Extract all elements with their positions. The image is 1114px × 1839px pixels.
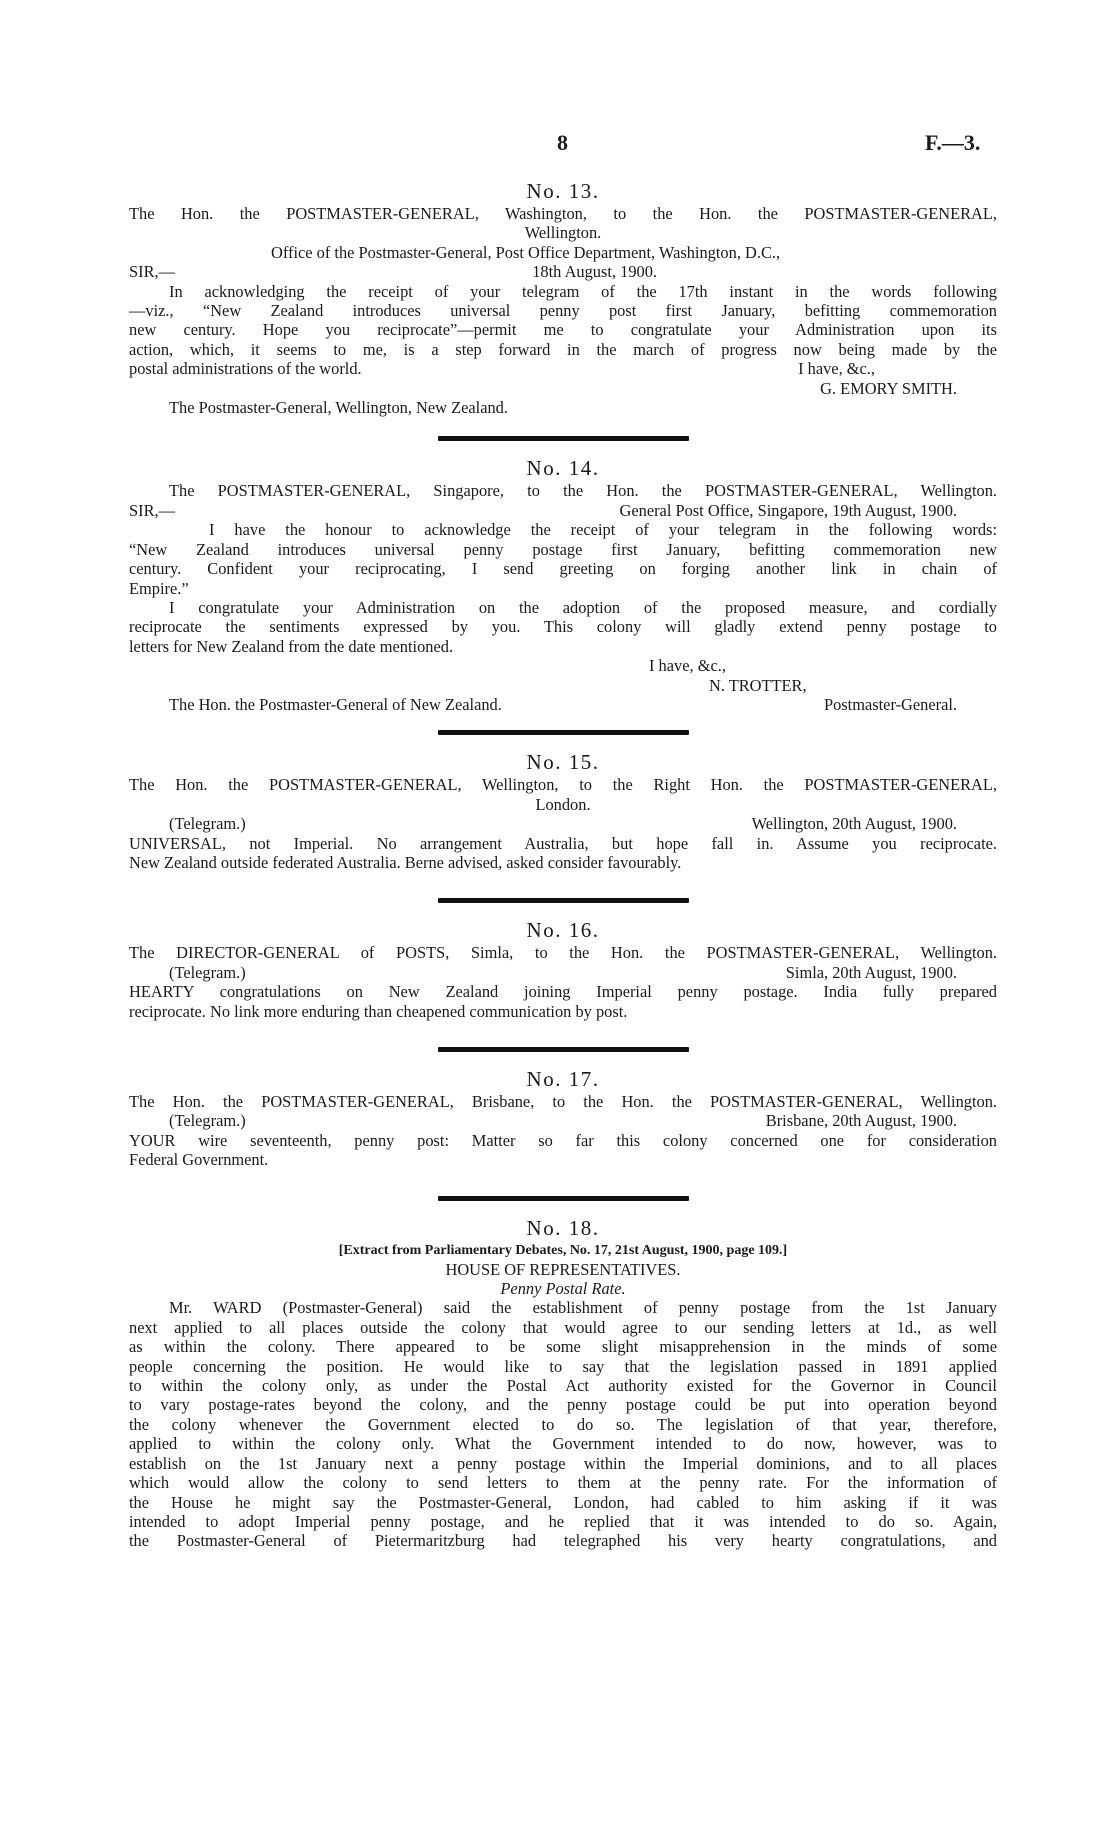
section-13-closing: I have, &c., bbox=[798, 359, 875, 379]
section-13-signature: G. EMORY SMITH. bbox=[820, 378, 957, 398]
section-15-telegram: (Telegram.) bbox=[169, 814, 246, 834]
section-14-sig-title: Postmaster-General. bbox=[823, 694, 957, 714]
section-16-route: The DIRECTOR-GENERAL of POSTS, Simla, to the Hon. the POSTMASTER-GENERAL, Wellington. bbox=[129, 943, 997, 963]
section-18-debate-line: people concerning the position. He would like to say that the legislation passed in 1891 applied bbox=[129, 1356, 997, 1376]
section-18-debate-line: to vary postage-rates beyond the colony, and the penny postage could be put into operation beyond bbox=[129, 1395, 997, 1415]
section-17-body-1: YOUR wire seventeenth, penny post: Matter so far this colony concerned one for consideration bbox=[129, 1130, 997, 1150]
section-13-date: 18th August, 1900. bbox=[532, 262, 657, 282]
section-16-telegram-row bbox=[129, 963, 997, 982]
section-17-route: The Hon. the POSTMASTER-GENERAL, Brisbane, to the Hon. the POSTMASTER-GENERAL, Wellington. bbox=[129, 1092, 997, 1111]
section-14-body-7: letters for New Zealand from the date mentioned. bbox=[129, 636, 454, 656]
section-18-debate-line: the House he might say the Postmaster-General, London, had cabled to him asking if it was bbox=[129, 1492, 997, 1512]
section-18-debate-line: the colony whenever the Government elected to do so. The legislation of that year, therefore, bbox=[129, 1414, 997, 1434]
section-14-body-2: “New Zealand introduces universal penny postage first January, befitting commemoration new bbox=[129, 539, 997, 559]
section-18-debate-line: applied to within the colony only. What the Government intended to do now, however, was to bbox=[129, 1434, 997, 1454]
section-18-debate bbox=[129, 1298, 997, 1550]
section-18-debate-line: next applied to all places outside the colony that would agree to our sending letters at 1d., as well bbox=[129, 1317, 997, 1337]
section-15-body-2: New Zealand outside federated Australia. Berne advised, asked consider favourably. bbox=[129, 852, 682, 872]
section-13-body-4: action, which, it seems to me, is a step forward in the march of progress now being made by the bbox=[129, 339, 997, 359]
section-14-addressee-row bbox=[129, 695, 997, 714]
section-14-signature: N. TROTTER, bbox=[709, 675, 807, 695]
section-14-number: No. 14. bbox=[526, 456, 600, 481]
section-13-addressee: The Postmaster-General, Wellington, New Zealand. bbox=[169, 398, 508, 418]
section-18-debate-line: which would allow the colony to send letters to them at the penny rate. For the information of bbox=[129, 1473, 997, 1493]
section-15-body-1: UNIVERSAL, not Imperial. No arrangement Australia, but hope fall in. Assume you reciprocate. bbox=[129, 833, 997, 853]
section-14-date: General Post Office, Singapore, 19th August, 1900. bbox=[619, 500, 957, 520]
section-18-house: HOUSE OF REPRESENTATIVES. bbox=[445, 1259, 681, 1279]
section-16-date: Simla, 20th August, 1900. bbox=[785, 962, 957, 982]
document-body bbox=[129, 130, 997, 1551]
section-18-debate-line: as within the colony. There appeared to be some slight misapprehension in the minds of some bbox=[129, 1337, 997, 1357]
section-17-number: No. 17. bbox=[526, 1067, 600, 1091]
section-13-body-5: postal administrations of the world. bbox=[129, 359, 362, 379]
section-16-body-2: reciprocate. No link more enduring than cheapened communication by post. bbox=[129, 1001, 628, 1021]
section-13-body-1: In acknowledging the receipt of your telegram of the 17th instant in the words following bbox=[169, 281, 997, 301]
section-13-route: The Hon. the POSTMASTER-GENERAL, Washington, to the Hon. the POSTMASTER-GENERAL, bbox=[129, 204, 997, 223]
section-15-number: No. 15. bbox=[526, 750, 600, 775]
section-17-telegram: (Telegram.) bbox=[169, 1111, 246, 1131]
section-18-number: No. 18. bbox=[526, 1215, 600, 1240]
document-reference: F.—3. bbox=[925, 130, 981, 155]
section-18-debate-line: the Postmaster-General of Pietermaritzburg had telegraphed his very hearty congratulations, and bbox=[129, 1531, 997, 1551]
section-14-body-3: century. Confident your reciprocating, I send greeting on forging another link in chain of bbox=[129, 559, 997, 579]
section-13-body-2: —viz., “New Zealand introduces universal penny post first January, befitting commemoration bbox=[129, 301, 997, 321]
section-14-body-6: reciprocate the sentiments expressed by you. This colony will gladly extend penny postage to bbox=[129, 617, 997, 637]
section-14-salutation: SIR,— bbox=[129, 500, 175, 520]
section-14-addressee: The Hon. the Postmaster-General of New Zealand. bbox=[169, 694, 502, 714]
section-13-salutation-row bbox=[129, 262, 997, 281]
section-13-number: No. 13. bbox=[526, 179, 600, 203]
page-number: 8 bbox=[557, 130, 568, 155]
section-14-body-4: Empire.” bbox=[129, 578, 189, 598]
section-15-route-cont: London. bbox=[535, 794, 591, 814]
section-14-route: The POSTMASTER-GENERAL, Singapore, to the Hon. the POSTMASTER-GENERAL, Wellington. bbox=[169, 481, 997, 501]
section-15-date: Wellington, 20th August, 1900. bbox=[751, 814, 957, 834]
section-13-route-cont: Wellington. bbox=[524, 223, 602, 243]
section-15-route: The Hon. the POSTMASTER-GENERAL, Wellington, to the Right Hon. the POSTMASTER-GENERAL, bbox=[129, 775, 997, 795]
section-14-closing: I have, &c., bbox=[649, 656, 726, 676]
section-18-debate-line: Mr. WARD (Postmaster-General) said the establishment of penny postage from the 1st January bbox=[169, 1298, 997, 1318]
section-17-telegram-row bbox=[129, 1111, 997, 1130]
section-13-office: Office of the Postmaster-General, Post Office Department, Washington, D.C., bbox=[271, 242, 781, 262]
section-15-telegram-row bbox=[129, 814, 997, 833]
section-14-salutation-row bbox=[129, 501, 997, 520]
section-13-closing-row bbox=[129, 359, 997, 378]
section-16-telegram: (Telegram.) bbox=[169, 962, 246, 982]
section-18-debate-line: intended to adopt Imperial penny postage, and he replied that it was intended to do so. Again, bbox=[129, 1511, 997, 1531]
section-18-debate-line: establish on the 1st January next a penny postage within the Imperial dominions, and to all places bbox=[129, 1453, 997, 1473]
section-13-salutation: SIR,— bbox=[129, 262, 175, 282]
section-18-subject: Penny Postal Rate. bbox=[500, 1279, 626, 1299]
section-18-debate-line: to within the colony only, as under the Postal Act authority existed for the Governor in Council bbox=[129, 1376, 997, 1396]
section-14-body-5: I congratulate your Administration on the adoption of the proposed measure, and cordially bbox=[169, 597, 997, 617]
section-17-body-2: Federal Government. bbox=[129, 1150, 269, 1170]
section-17-date: Brisbane, 20th August, 1900. bbox=[765, 1111, 957, 1131]
section-16-number: No. 16. bbox=[526, 918, 600, 943]
section-13-body-3: new century. Hope you reciprocate”—permit me to congratulate your Administration upon its bbox=[129, 320, 997, 340]
section-18-extract: [Extract from Parliamentary Debates, No. 17, 21st August, 1900, page 109.] bbox=[338, 1242, 788, 1258]
section-14-body-1: I have the honour to acknowledge the receipt of your telegram in the following words: bbox=[209, 520, 997, 540]
section-16-body-1: HEARTY congratulations on New Zealand joining Imperial penny postage. India fully prepared bbox=[129, 982, 997, 1002]
